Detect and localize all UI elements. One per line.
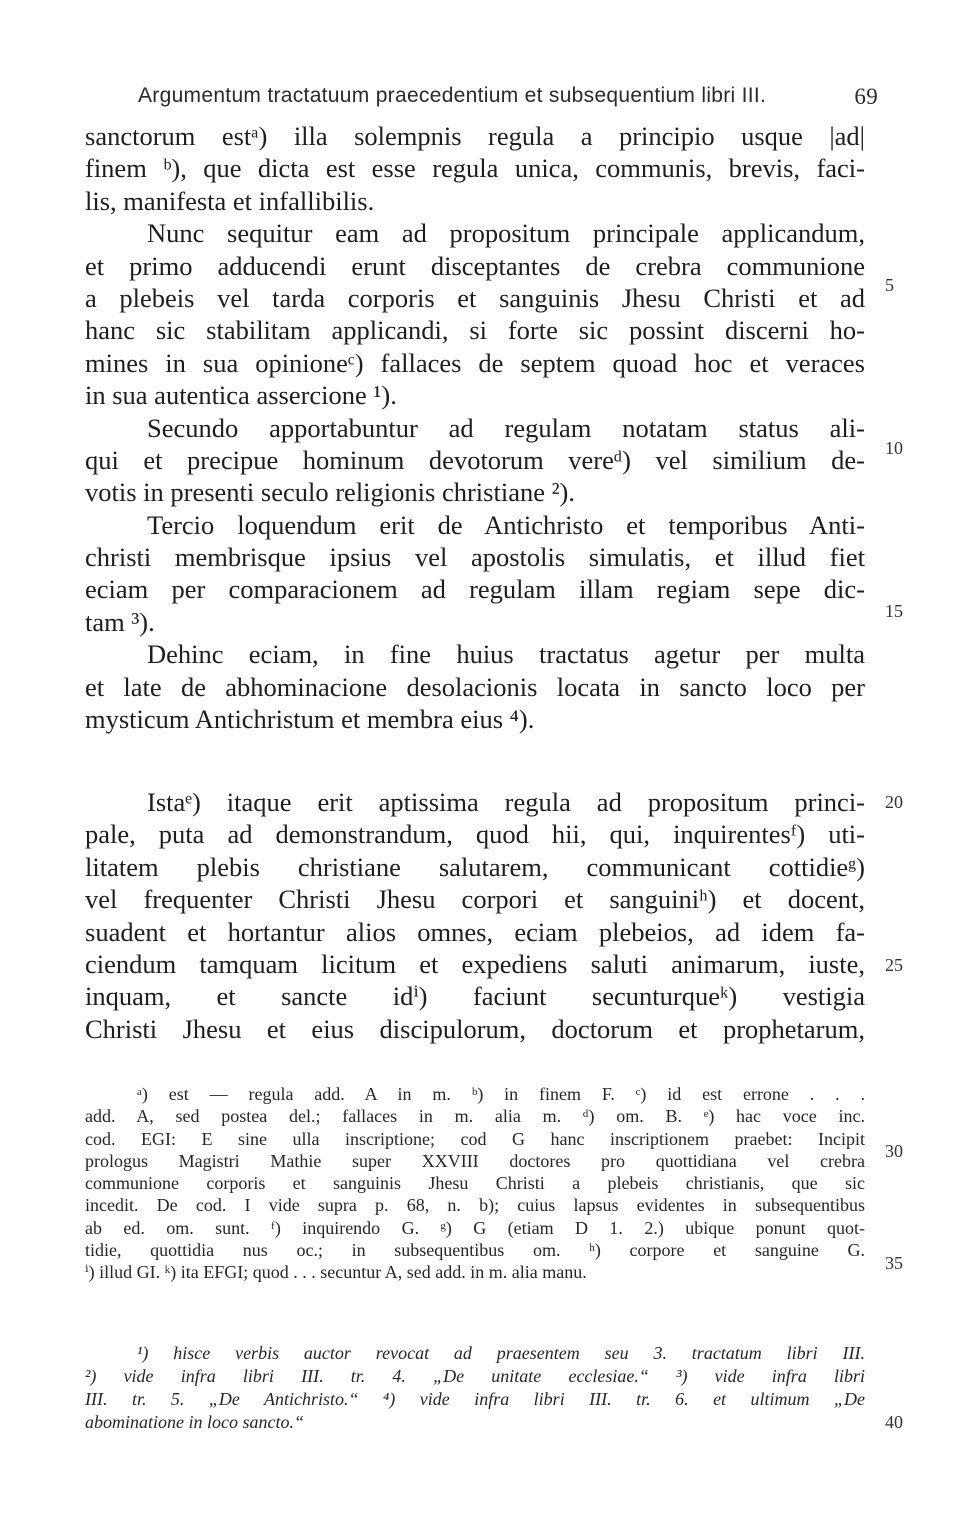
source-notes	[85, 1342, 865, 1434]
text-line: tam ³).	[85, 606, 155, 637]
text-line: mysticum Antichristum et membra eius ⁴).	[85, 704, 535, 735]
page-number: 69	[854, 84, 878, 109]
text-line: mines in sua opinioneᶜ) fallaces de septem quoad hoc et veraces	[85, 347, 865, 378]
text-line: et primo adducendi erunt disceptantes de crebra communione	[85, 250, 865, 281]
main-text-block-1	[85, 120, 865, 735]
text-line: Tercio loquendum erit de Antichristo et temporibus Anti-	[147, 509, 865, 540]
text-line: lis, manifesta et infallibilis.	[85, 185, 375, 216]
apparatus-notes	[85, 1083, 865, 1284]
text-line: eciam per comparacionem ad regulam illam regiam sepe dic-	[85, 574, 865, 605]
text-line: qui et precipue hominum devotorum vereᵈ) vel similium de-	[85, 444, 865, 475]
text-line: hanc sic stabilitam applicandi, si forte sic possint discerni ho-	[85, 315, 865, 346]
text-line: litatem plebis christiane salutarem, communicant cottidieᵍ)	[85, 851, 865, 882]
note-line: add. A, sed postea del.; fallaces in m. alia m. ᵈ) om. B. ᵉ) hac voce inc.	[85, 1106, 865, 1127]
note-line: prologus Magistri Mathie super XXVIII doctores pro quottidiana vel crebra	[85, 1150, 865, 1171]
line-number: 25	[885, 955, 903, 975]
running-header	[138, 84, 878, 108]
text-line: christi membrisque ipsius vel apostolis simulatis, et illud fiet	[85, 542, 865, 573]
text-line: Christi Jhesu et eius discipulorum, doctorum et prophetarum,	[85, 1013, 865, 1044]
text-line: pale, puta ad demonstrandum, quod hii, qui, inquirentesᶠ) uti-	[85, 819, 865, 850]
text-line: ciendum tamquam licitum et expediens saluti animarum, iuste,	[85, 948, 865, 979]
note-line: tidie, quottidia nus oc.; in subsequentibus om. ʰ) corpore et sanguine G.	[85, 1240, 865, 1261]
text-line: suadent et hortantur alios omnes, eciam plebeios, ad idem fa-	[85, 916, 865, 947]
text-line: vel frequenter Christi Jhesu corpori et sanguiniʰ) et docent,	[85, 884, 865, 915]
line-number: 10	[885, 438, 903, 458]
line-number: 5	[885, 275, 894, 295]
line-number: 30	[885, 1141, 903, 1161]
text-line: Secundo apportabuntur ad regulam notatam status ali-	[147, 412, 865, 443]
note-line: communione corporis et sanguinis Jhesu Christi a plebeis christianis, que sic	[85, 1173, 865, 1194]
note-line: cod. EGI: E sine ulla inscriptione; cod G hanc inscriptionem praebet: Incipit	[85, 1128, 865, 1149]
text-line: Dehinc eciam, in fine huius tractatus agetur per multa	[147, 639, 865, 670]
note-line: ⁱ) illud GI. ᵏ) ita EFGI; quod . . . secuntur A, sed add. in m. alia manu.	[85, 1262, 587, 1283]
note-line: ²) vide infra libri III. tr. 4. „De unitate ecclesiae.“ ³) vide infra libri	[85, 1366, 865, 1386]
running-title: Argumentum tractatuum praecedentium et subsequentium libri III.	[138, 84, 767, 107]
line-number: 15	[885, 601, 903, 621]
text-line: Nunc sequitur eam ad propositum principale applicandum,	[147, 218, 865, 249]
text-line: in sua autentica assercione ¹).	[85, 380, 397, 411]
text-line: Istaᵉ) itaque erit aptissima regula ad propositum princi-	[147, 787, 865, 817]
note-line: ab ed. om. sunt. ᶠ) inquirendo G. ᵍ) G (etiam D 1. 2.) ubique ponunt quot-	[85, 1217, 865, 1238]
note-line: incedit. De cod. I vide supra p. 68, n. b); cuius lapsus evidentes in subsequentibus	[85, 1195, 865, 1216]
main-text-block-2	[85, 786, 865, 1045]
text-line: finem ᵇ), que dicta est esse regula unica, communis, brevis, faci-	[85, 153, 865, 184]
line-number: 40	[885, 1412, 903, 1432]
note-line: abominatione in loco sancto.“	[85, 1412, 304, 1432]
text-line: et late de abhominacione desolacionis locata in sancto loco per	[85, 671, 865, 702]
note-line: ᵃ) est — regula add. A in m. ᵇ) in finem F. ᶜ) id est errone . . .	[137, 1084, 865, 1104]
note-line: ¹) hisce verbis auctor revocat ad praesentem seu 3. tractatum libri III.	[137, 1343, 865, 1363]
text-line: inquam, et sancte idⁱ) faciunt secunturqueᵏ) vestigia	[85, 981, 865, 1012]
line-number: 20	[885, 792, 903, 812]
text-line: a plebeis vel tarda corporis et sanguinis Jhesu Christi et ad	[85, 282, 865, 313]
note-line: III. tr. 5. „De Antichristo.“ ⁴) vide infra libri III. tr. 6. et ultimum „De	[85, 1389, 865, 1409]
text-line: sanctorum estᵃ) illa solempnis regula a principio usque |ad|	[85, 121, 865, 151]
line-number: 35	[885, 1253, 903, 1273]
text-line: votis in presenti seculo religionis christiane ²).	[85, 477, 575, 508]
